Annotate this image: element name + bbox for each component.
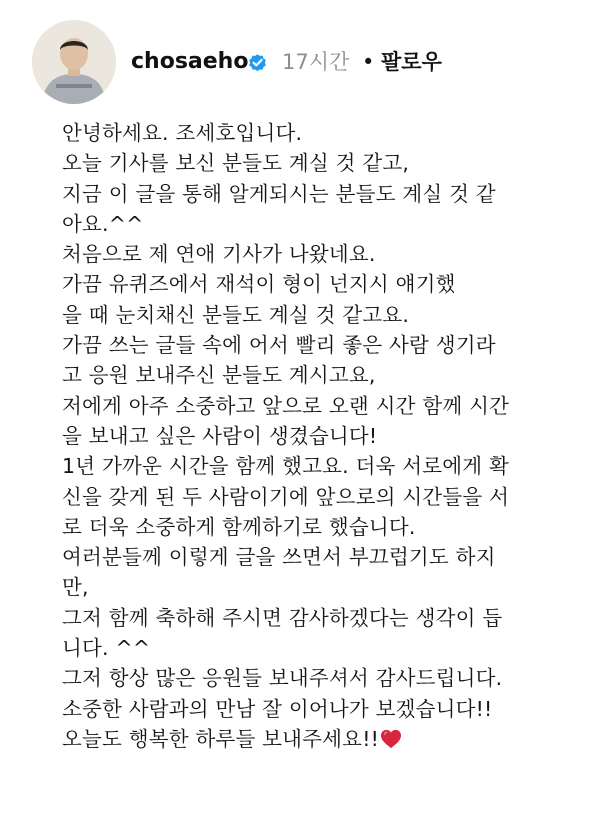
caption-line-text: 오늘도 행복한 하루들 보내주세요!!: [62, 726, 380, 751]
caption-line: 지금 이 글을 통해 알게되시는 분들도 계실 것 같: [62, 181, 496, 206]
caption-line: 1년 가까운 시간을 함께 했고요. 더욱 서로에게 확: [62, 454, 510, 479]
caption-line: 가끔 유퀴즈에서 재석이 형이 넌지시 얘기했: [62, 272, 456, 297]
caption-line: 처음으로 제 연애 기사가 나왔네요.: [62, 242, 376, 267]
caption-line: 저에게 아주 소중하고 앞으로 오랜 시간 함께 시간: [62, 393, 510, 418]
post-header: [0, 0, 600, 100]
caption-line: 여러분들께 이렇게 글을 쓰면서 부끄럽기도 하지: [62, 545, 496, 570]
caption-line: 그저 항상 많은 응원들 보내주셔서 감사드립니다.: [62, 666, 503, 691]
avatar[interactable]: [32, 20, 116, 104]
separator-dot: •: [362, 50, 375, 74]
verified-badge-icon: [247, 52, 268, 73]
caption-line: 안녕하세요. 조세호입니다.: [62, 121, 303, 145]
caption-line: 가끔 쓰는 글들 속에 어서 빨리 좋은 사람 생기라: [62, 333, 496, 358]
username-link[interactable]: chosaeho: [131, 49, 249, 74]
heart-icon: [380, 727, 402, 747]
caption-line: 니다. ^^: [62, 636, 151, 661]
caption-line: 아요.^^: [62, 211, 144, 236]
caption-line-last: [62, 724, 592, 754]
caption-line: 을 때 눈치채신 분들도 계실 것 같고요.: [62, 302, 410, 327]
caption-line: 그저 함께 축하해 주시면 감사하겠다는 생각이 듭: [62, 605, 503, 630]
caption-line: 오늘 기사를 보신 분들도 계실 것 같고,: [62, 151, 410, 176]
caption-line: 로 더욱 소중하게 함께하기로 했습니다.: [62, 514, 416, 539]
caption-line: 소중한 사람과의 만남 잘 이어나가 보겠습니다!!: [62, 696, 493, 721]
caption-line: 신을 갖게 된 두 사람이기에 앞으로의 시간들을 서: [62, 484, 510, 509]
follow-button[interactable]: 팔로우: [381, 50, 442, 74]
post-caption: [62, 118, 592, 754]
caption-line: 고 응원 보내주신 분들도 계시고요,: [62, 363, 376, 388]
caption-line: 을 보내고 싶은 사람이 생겼습니다!: [62, 423, 378, 448]
post-timestamp[interactable]: 17시간: [282, 50, 350, 74]
caption-line: 만,: [62, 575, 89, 600]
